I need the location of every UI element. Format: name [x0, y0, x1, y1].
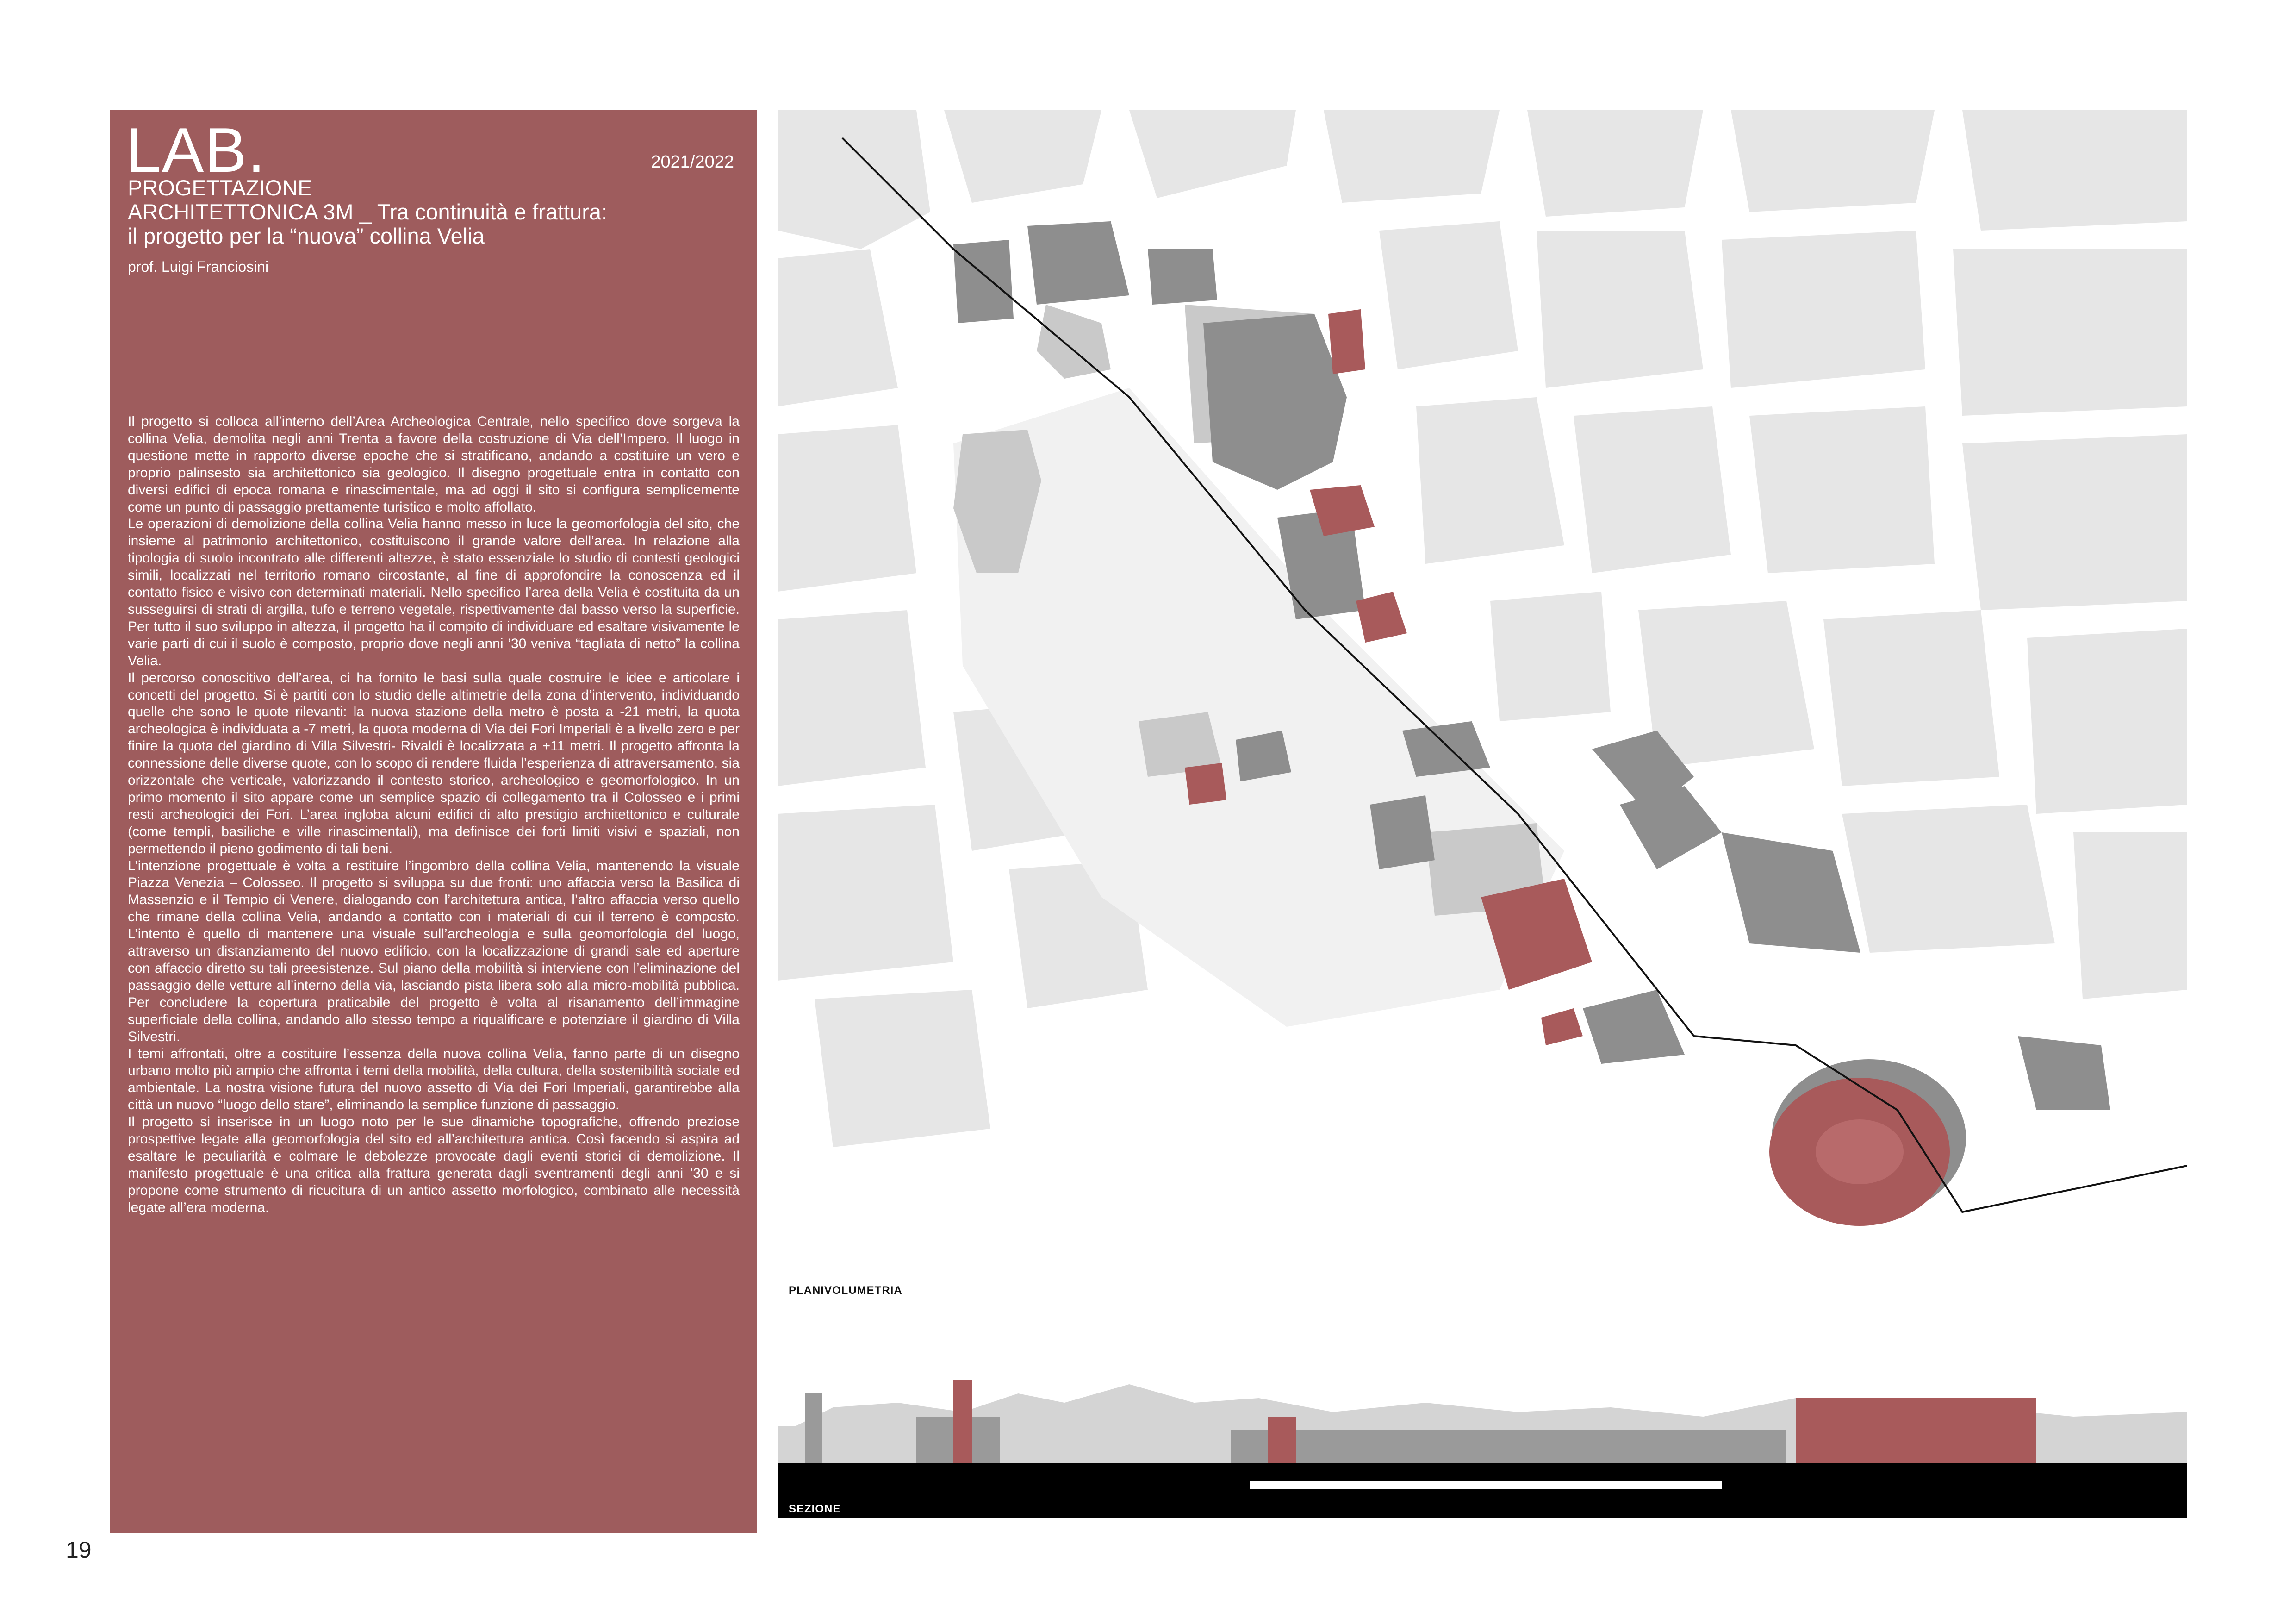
paragraph: Il progetto si inserisce in un luogo noto per le sue dinamiche topografiche, offrendo preziose prospettive legate alla geomorfologia del sito ed all’architettura antica. Così facendo si aspira ad esaltare le peculiarità e colmare le debolezze provocate dagli eventi storici di demolizione. Il manifesto progettuale è una critica alla frattura generata dagli sventramenti degli anni ’30 e si propone come strumento di ricucitura di un antico assetto morfologico, combinato alle necessità legate all’era moderna.: [128, 1114, 740, 1215]
paragraph: I temi affrontati, oltre a costituire l’essenza della nuova collina Velia, fanno parte di un disegno urbano molto più ampio che affronta i temi della mobilità, della cultura, della sostenibilità sociale ed ambientale. La nostra visione futura del nuovo assetto di Via dei Fori Imperiali, garantirebbe alla città un nuovo “luogo dello stare”, eliminando la semplice funzione di passaggio.: [128, 1046, 740, 1113]
ground-section: [778, 1463, 2187, 1518]
site-plan: [778, 110, 2187, 1299]
section-drawing: [778, 1324, 2187, 1518]
paragraph: L’intenzione progettuale è volta a restituire l’ingombro della collina Velia, mantenendo la visuale Piazza Venezia – Colosseo. Il progetto si sviluppa su due fronti: uno affaccia verso la Basilica di Massenzio e il Tempio di Venere, dialogando con l’architettura antica, l’altro affaccia verso quello che rimane della collina Velia, andando a contatto con i materiali di cui il terreno è composto. L’intento è quello di mantenere una visuale sull’archeologia e sulla geomorfologia del luogo, attraverso un distanziamento del nuovo edificio, con la localizzazione di grandi sale ed aperture con affaccio diretto su tali preesistenze. Sul piano della mobilità si interviene con l’eliminazione del passaggio delle vetture all’interno della via, lasciando pista libera solo alla micro-mobilità pubblica. Per concludere la copertura praticabile del progetto è volta al risanamento dell’immagine superficiale della collina, andando allo stesso tempo a riqualificare e potenziare il giardino di Villa Silvestri.: [128, 858, 740, 1044]
plan-label: PLANIVOLUMETRIA: [789, 1284, 902, 1297]
lab-title: LAB.: [126, 115, 266, 185]
course-title-line-1: PROGETTAZIONE: [128, 175, 312, 200]
professor-name: prof. Luigi Franciosini: [128, 258, 269, 275]
paragraph: Il percorso conoscitivo dell’area, ci ha fornito le basi sulla quale costruire le idee e articolare i concetti del progetto. Si è partiti con lo studio delle altimetrie della zona d’intervento, individuando quelle che sono le quote rilevanti: la nuova stazione della metro è posta a -21 metri, la quota archeologica è individuata a -7 metri, la quota moderna di Via dei Fori Imperiali è a livello zero e per finire la quota del giardino di Villa Silvestri- Rivaldi è localizzata a +11 metri. Il progetto affronta la connessione delle diverse quote, con lo scopo di rendere fluida l’esperienza di attraversamento, sia orizzontale che verticale, valorizzando il contesto storico, archeologico e geomorfologico. In un primo momento il sito appare come un semplice spazio di collegamento tra il Colosseo e i primi resti archeologici dei Fori. L’area ingloba alcuni edifici di alto prestigio architettonico e culturale (come templi, basiliche e ville rinascimentali), ma definisce dei forti limiti visivi e spaziali, non permettendo il pieno godimento di tali beni.: [128, 670, 740, 856]
section-label: SEZIONE: [789, 1503, 841, 1515]
course-title: [128, 176, 729, 248]
paragraph: Le operazioni di demolizione della collina Velia hanno messo in luce la geomorfologia del sito, che insieme al patrimonio architettonico, costituiscono il grande valore dell’area. In relazione alla tipologia di suolo incontrato alle differenti altezze, è stato essenziale lo studio di contesti geologici simili, localizzati nel territorio romano circostante, al fine di approfondire la conoscenza ed il contatto fisico e visivo con determinati materiali. Nello specifico l’area della Velia è costituita da un susseguirsi di strati di argilla, tufo e terreno vegetale, rispettivamente dal basso verso la superficie. Per tutto il suo sviluppo in altezza, il progetto ha il compito di individuare ed esaltare visivamente le varie parti di cui il suolo è composto, proprio dove negli anni ’30 veniva “tagliata di netto” la collina Velia.: [128, 516, 740, 668]
page-number: 19: [66, 1537, 92, 1563]
paragraph: Il progetto si colloca all’interno dell’Area Archeologica Centrale, nello specifico dove sorgeva la collina Velia, demolita negli anni Trenta a favore della costruzione di Via dell’Impero. Il luogo in questione mette in rapporto diverse epoche che si stratificano, andando a costituire un vero e proprio palinsesto sia architettonico sia geologico. Il disegno progettuale entra in contatto con diversi edifici di epoca romana e rinascimentale, ma ad oggi il sito si configura semplicemente come un punto di passaggio prettamente turistico e molto affollato.: [128, 414, 740, 515]
section-elevation: [778, 1324, 2187, 1518]
course-title-line-3: il progetto per la “nuova” collina Velia: [128, 224, 485, 248]
course-title-line-2: ARCHITETTONICA 3M _ Tra continuità e frattura:: [128, 200, 608, 224]
underground-level: [1250, 1481, 1722, 1489]
colosseum: [1769, 1059, 1966, 1226]
academic-year: 2021/2022: [651, 152, 734, 172]
site-plan-drawing: [778, 110, 2187, 1299]
project-description: [128, 413, 740, 1217]
text-panel: [110, 110, 757, 1533]
